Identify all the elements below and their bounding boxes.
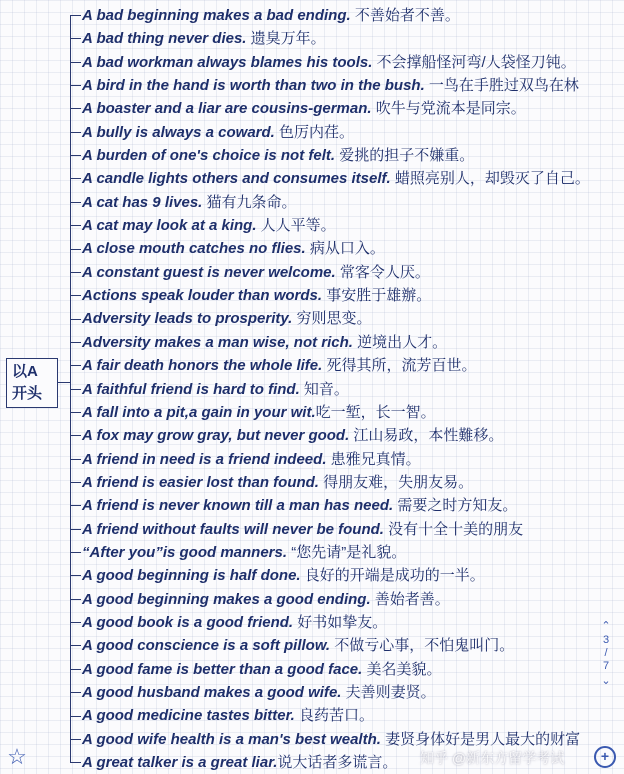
branch-tick [70,669,81,670]
branch-tick [70,459,81,460]
proverb-chinese: 知音。 [299,380,349,398]
proverb-chinese: 需要之时方知友。 [393,497,518,515]
proverb-item[interactable] [82,424,624,447]
zoom-in-icon[interactable]: + [594,746,616,768]
proverb-chinese: 得朋友难，失朋友易。 [318,473,474,491]
root-connector [58,382,70,383]
branch-tick [70,692,81,693]
proverb-english: A friend in need is a friend indeed. [82,450,327,468]
proverb-chinese: 遗臭万年。 [246,30,326,48]
branch-tick [70,529,81,530]
proverb-item[interactable] [82,51,624,74]
proverb-item[interactable] [82,97,624,120]
proverb-english: A constant guest is never welcome. [82,263,336,281]
proverb-chinese: 人人平等。 [256,217,336,235]
branch-tick [70,599,81,600]
proverb-chinese: 善始者善。 [370,590,450,608]
proverb-item[interactable] [82,704,624,727]
proverb-chinese: 患雅兄真情。 [326,450,421,468]
proverb-item[interactable] [82,191,624,214]
proverb-english: A candle lights others and consumes itself. [82,170,391,188]
proverb-english: A bad beginning makes a bad ending. [82,7,351,24]
proverb-english: A great talker is a great liar. [82,754,278,771]
proverb-item[interactable] [82,658,624,681]
proverb-chinese: 猫有九条命。 [202,193,297,211]
proverb-item[interactable] [82,588,624,611]
proverb-chinese: 妻贤身体好是男人最大的财富 [380,730,581,748]
proverb-english: A good beginning makes a good ending. [82,590,371,608]
proverb-item[interactable] [82,564,624,587]
proverb-item[interactable] [82,541,624,564]
proverb-english: A good wife health is a man's best wealth. [82,730,381,748]
branch-tick [70,342,81,343]
proverb-chinese: 不做亏心事，不怕鬼叫门。 [330,637,515,655]
star-icon[interactable]: ☆ [7,744,27,769]
proverb-chinese: 江山易政，本性難移。 [349,427,504,445]
proverb-chinese: 逆境出人才。 [352,333,448,351]
branch-tick [70,62,81,63]
proverb-item[interactable] [82,4,624,27]
proverb-english: A good husband makes a good wife. [82,683,342,701]
proverb-item[interactable] [82,634,624,657]
proverb-chinese: 良药苦口。 [294,707,374,725]
proverb-chinese: 事安胜于雄辦。 [322,287,432,305]
proverb-item[interactable] [82,611,624,634]
bottom-bar [0,742,624,772]
proverb-chinese: 不会撑船怪河弯/人袋怪刀钝。 [372,53,576,71]
proverb-chinese: 说大话者多谎言。 [277,754,398,771]
branch-tick [70,716,81,717]
branch-tick [70,108,81,109]
branch-tick [70,552,81,553]
proverb-item[interactable] [82,261,624,284]
branch-tick [70,85,81,86]
proverb-item[interactable] [82,448,624,471]
proverb-english: A good book is a good friend. [82,613,294,631]
proverb-english: A bully is always a coward. [82,123,275,141]
proverb-chinese: 吃一堑，长一智。 [315,403,436,421]
branch-tick [70,622,81,623]
proverb-english: A faithful friend is hard to find. [82,380,300,398]
branch-tick [70,482,81,483]
branch-tick [70,202,81,203]
proverb-item[interactable] [82,681,624,704]
proverb-item[interactable] [82,167,624,190]
proverb-chinese: 一鸟在手胜过双鸟在林 [424,77,579,95]
branch-tick [70,38,81,39]
proverb-item[interactable] [82,401,624,424]
proverb-english: A fall into a pit,a gain in your wit. [82,403,316,421]
proverb-chinese: 病从口入。 [305,240,385,258]
proverb-item[interactable] [82,307,624,330]
proverb-chinese: 美名美貌。 [362,660,442,678]
proverb-item[interactable] [82,74,624,97]
proverb-english: A bad workman always blames his tools. [82,53,373,71]
proverb-item[interactable] [82,494,624,517]
proverb-english: A bird in the hand is worth than two in the bush. [82,77,425,95]
proverb-chinese: 吹牛与党流本是同宗。 [371,100,526,118]
proverb-item[interactable] [82,144,624,167]
proverb-english: A fox may grow gray, but never good. [82,427,350,445]
chevron-down-icon[interactable]: ⌄ [601,675,611,687]
proverb-list [82,4,624,774]
proverb-chinese: 蜡照亮别人，却毁灭了自己。 [390,170,590,188]
proverb-item[interactable] [82,121,624,144]
proverb-chinese: 穷则思变。 [292,310,372,328]
proverb-english: A friend is easier lost than found. [82,473,319,491]
proverb-english: A cat has 9 lives. [82,193,203,211]
proverb-english: A close mouth catches no flies. [82,240,306,258]
root-node-label-line2: 开头 [12,385,43,402]
branch-tick [70,505,81,506]
proverb-item[interactable] [82,237,624,260]
proverb-chinese: 好书如挚友。 [293,613,388,631]
branch-tick [70,412,81,413]
branch-tick [70,435,81,436]
proverb-english: A friend without faults will never be found. [82,520,384,538]
proverb-item[interactable] [82,214,624,237]
branch-tick [70,132,81,133]
proverb-english: “After you”is good manners. [82,543,288,561]
proverb-english: A bad thing never dies. [82,30,247,48]
proverb-english: Actions speak louder than words. [82,287,323,305]
proverb-english: A burden of one's choice is not felt. [82,147,336,165]
proverb-item[interactable] [82,354,624,377]
proverb-english: A good medicine tastes bitter. [82,707,295,725]
page-navigator [592,618,620,718]
branch-tick [70,739,81,740]
branch-tick [70,365,81,366]
branch-tick [70,272,81,273]
proverb-item[interactable] [82,471,624,494]
root-node-label-line1: 以A [12,363,38,380]
proverb-english: A fair death honors the whole life. [82,357,323,375]
proverb-english: Adversity leads to prosperity. [82,310,293,328]
root-node[interactable] [6,358,58,408]
branch-tick [70,225,81,226]
proverb-english: A friend is never known till a man has need. [82,497,394,515]
proverb-chinese: 死得其所，流芳百世。 [322,357,477,375]
branch-tick [70,155,81,156]
proverb-item[interactable] [82,518,624,541]
page-current: 3 [602,634,610,646]
proverb-english: A good beginning is half done. [82,567,301,585]
proverb-chinese: 常客令人厌。 [335,263,430,281]
proverb-item[interactable] [82,378,624,401]
branch-tick [70,15,81,16]
proverb-english: A good fame is better than a good face. [82,660,363,678]
proverb-chinese: 没有十全十美的朋友 [383,520,524,538]
watermark: 知乎 @新东方留学考试 [420,750,565,766]
proverb-item[interactable] [82,27,624,50]
proverb-chinese: 良好的开端是成功的一半。 [300,567,485,585]
page-total: 7 [602,660,610,672]
page-separator: / [604,647,608,659]
proverb-item[interactable] [82,331,624,354]
proverb-chinese: 夫善则妻贤。 [341,683,436,701]
branch-tick [70,178,81,179]
branch-tick [70,575,81,576]
branch-tick [70,295,81,296]
proverb-chinese: 不善始者不善。 [350,7,460,24]
branch-tick [70,645,81,646]
proverb-english: A cat may look at a king. [82,217,257,235]
proverb-chinese: 爱挑的担子不嫌重。 [335,147,475,165]
proverb-item[interactable] [82,284,624,307]
proverb-chinese: 色厉内荏。 [274,123,355,141]
proverb-english: Adversity makes a man wise, not rich. [82,333,353,351]
branch-tick [70,249,81,250]
branch-tick [70,319,81,320]
proverb-english: A good conscience is a soft pillow. [82,637,331,655]
proverb-chinese: “您先请”是礼貌。 [287,543,407,561]
chevron-up-icon[interactable]: ⌃ [601,620,611,632]
proverb-english: A boaster and a liar are cousins-german. [82,100,372,118]
branch-tick [70,389,81,390]
